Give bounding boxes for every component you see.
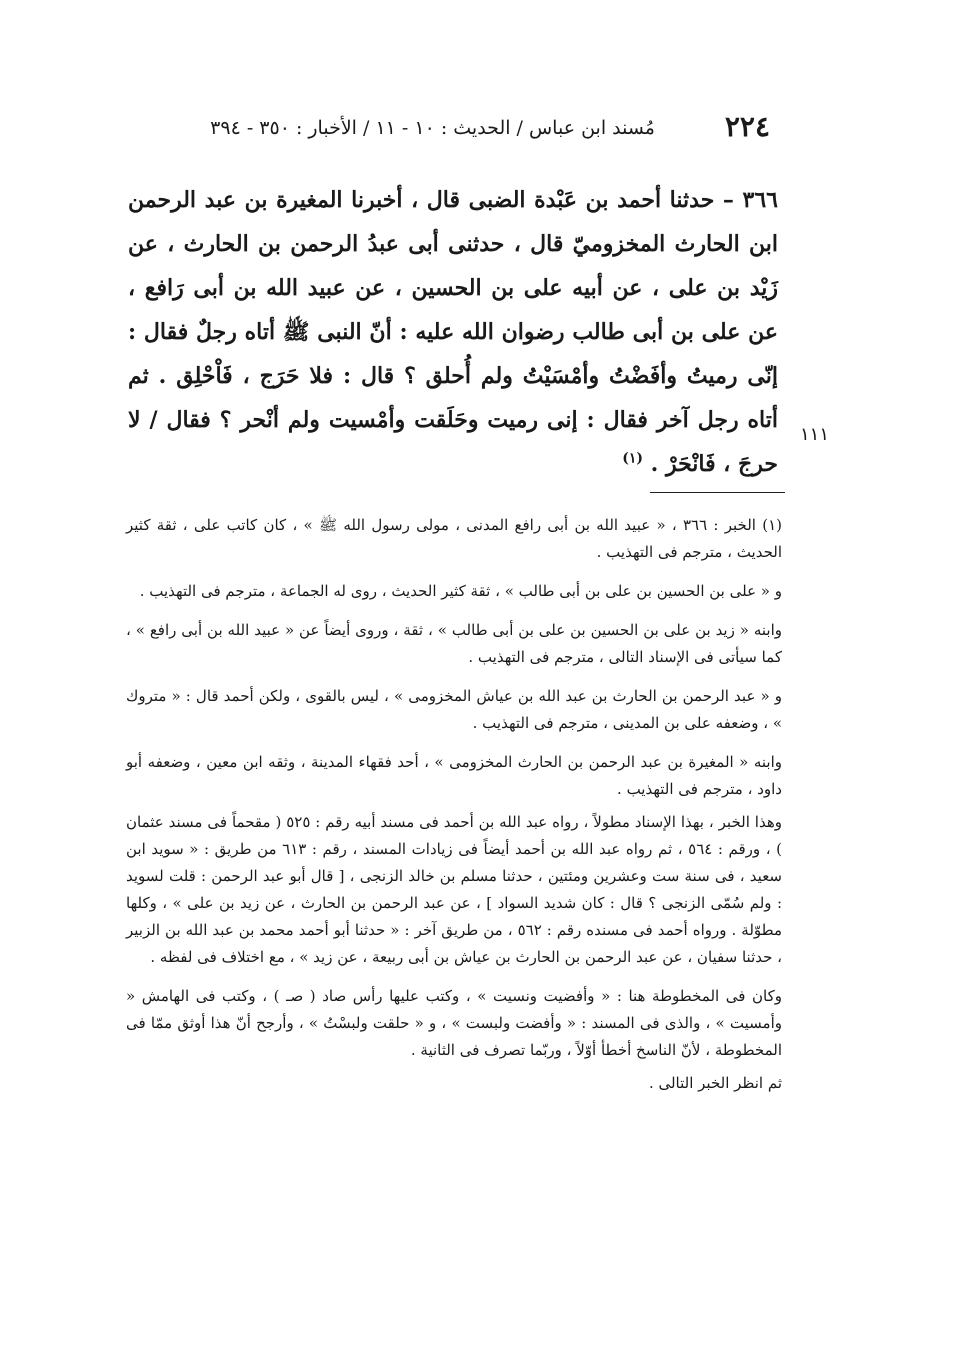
footnote-paragraph: وابنه « المغيرة بن عبد الرحمن بن الحارث المخزومى » ، أحد فقهاء المدينة ، وثقه ابن معين ، وضعفه أبو داود ، مترجم فى التهذيب . (126, 753, 782, 798)
margin-page-number: ١١١ (800, 424, 830, 445)
running-head: مُسند ابن عباس / الحديث : ١٠ - ١١ / الأخبار : ٣٥٠ - ٣٩٤ (210, 117, 655, 139)
page-header (210, 110, 770, 143)
footnote-paragraph: و « عبد الرحمن بن الحارث بن عبد الله بن عياش المخزومى » ، ليس بالقوى ، ولكن أحمد قال : « متروك » ، وضعفه على بن المدينى ، مترجم فى التهذيب . (126, 687, 782, 732)
footnote-paragraph: وكان فى المخطوطة هنا : « وأفضيت ونسيت » ، وكتب عليها رأس صاد ( صـ ) ، وكتب فى الهامش « وأمسيت » ، والذى فى المسند : « وأفضت ولبست » ، و « حلقت ولبسْتُ » ، وأرجح أنّ هذا أوثق ممّا فى المخطوطة ، لأنّ الناسخ أخطأ أوّلاً ، وربّما تصرف فى الثانية . (126, 987, 782, 1059)
footnote-paragraph: وابنه « زيد بن على بن الحسين بن على بن أبى طالب » ، ثقة ، وروى أيضاً عن « عبيد الله بن أبى رافع » ، كما سيأتى فى الإسناد التالى ، مترجم فى التهذيب . (126, 621, 782, 666)
footnotes-block (126, 512, 782, 1109)
footnote-paragraph: ثم انظر الخبر التالى . (648, 1074, 782, 1092)
footnote-paragraph: و « على بن الحسين بن على بن أبى طالب » ، ثقة كثير الحديث ، روى له الجماعة ، مترجم فى التهذيب . (139, 582, 782, 600)
footnote-paragraph: وهذا الخبر ، بهذا الإسناد مطولاً ، رواه عبد الله بن أحمد فى مسند أبيه رقم : ٥٢٥ ( مقحماً فى مسند عثمان ) ، ورقم : ٥٦٤ ، ثم رواه عبد الله بن أحمد أيضاً فى زيادات المسند ، رقم : ٦١٣ من طريق : « سويد ابن سعيد ، فى سنة ست وعشرين ومئتين ، حدثنا مسلم بن خالد الزنجى ، [ قال أبو عبد الرحمن : قلت لسويد : ولم سُمّى الزنجى ؟ قال : كان شديد السواد ] ، عن عبد الرحمن بن الحارث ، عن زيد بن على » ، وكلها مطوّلة . ورواه أحمد فى مسنده رقم : ٥٦٢ ، من طريق آخر : « حدثنا أبو أحمد محمد بن عبد الله بن الزبير ، حدثنا سفيان ، عن عبد الرحمن بن الحارث بن عياش بن أبى ربيعة ، عن زيد » ، مع اختلاف فى لفظه . (126, 813, 782, 966)
footnote-paragraph: (١) الخبر : ٣٦٦ ، « عبيد الله بن أبى رافع المدنى ، مولى رسول الله ﷺ » ، كان كاتب على ، ثقة كثير الحديث ، مترجم فى التهذيب . (126, 516, 783, 561)
footnote-marker: (١) (622, 450, 643, 467)
main-text-block (128, 178, 778, 486)
page-number: ٢٢٤ (724, 110, 770, 143)
footnote-divider (650, 492, 785, 493)
hadith-paragraph (128, 178, 778, 486)
hadith-text: ٣٦٦ – حدثنا أحمد بن عَبْدة الضبى قال ، أخبرنا المغيرة بن عبد الرحمن ابن الحارث المخزوميّ قال ، حدثنى أبى عبدُ الرحمن بن الحارث ، عن زَيْد بن على ، عن أبيه على بن الحسين ، عن عبيد الله بن أبى رَافع ، عن على بن أبى طالب رضوان الله عليه : أنّ النبى ﷺ أتاه رجلٌ فقال : إنّى رميتُ وأفَضْتُ وأمْسَيْتُ ولم أُحلق ؟ قال : فلا حَرَج ، فَاْحْلِق . ثم أتاه رجل آخر فقال : إنى رميت وحَلَقت وأمْسيت ولم أنْحر ؟ فقال / لا حرجَ ، فَانْحَرْ . (128, 187, 778, 477)
